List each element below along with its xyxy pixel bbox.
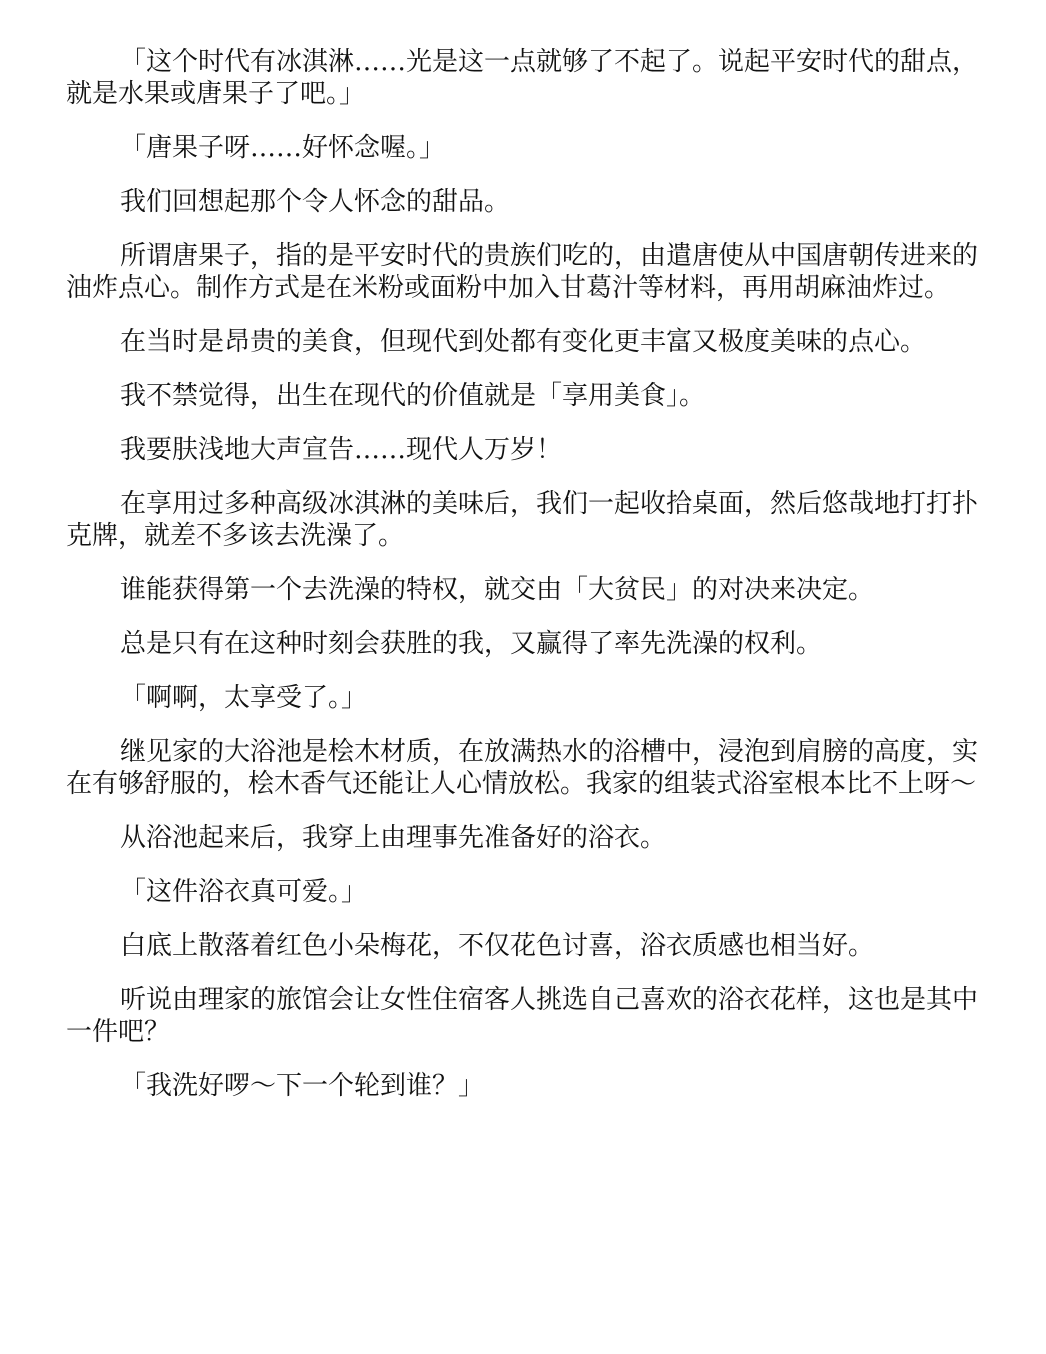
paragraph-17: 「我洗好啰～下一个轮到谁？」 bbox=[120, 1071, 485, 1101]
paragraph-4: 所谓唐果子，指的是平安时代的贵族们吃的，由遣唐使从中国唐朝传进来的油炸点心。制作方式是在米粉或面粉中加入甘葛汁等材料，再用胡麻油炸过。 bbox=[66, 241, 979, 303]
paragraph-5: 在当时是昂贵的美食，但现代到处都有变化更丰富又极度美味的点心。 bbox=[120, 327, 927, 357]
paragraph-6: 我不禁觉得，出生在现代的价值就是「享用美食」。 bbox=[120, 381, 706, 411]
paragraph-14: 「这件浴衣真可爱。」 bbox=[120, 877, 368, 907]
paragraph-3: 我们回想起那个令人怀念的甜品。 bbox=[120, 187, 511, 217]
paragraph-15: 白底上散落着红色小朵梅花，不仅花色讨喜，浴衣质感也相当好。 bbox=[120, 931, 875, 961]
paragraph-16: 听说由理家的旅馆会让女性住宿客人挑选自己喜欢的浴衣花样，这也是其中一件吧？ bbox=[66, 985, 979, 1047]
paragraph-11: 「啊啊，太享受了。」 bbox=[120, 683, 368, 713]
paragraph-1: 「这个时代有冰淇淋……光是这一点就够了不起了。说起平安时代的甜点，就是水果或唐果子了吧。」 bbox=[66, 47, 979, 109]
paragraph-10: 总是只有在这种时刻会获胜的我，又赢得了率先洗澡的权利。 bbox=[120, 629, 823, 659]
paragraph-8: 在享用过多种高级冰淇淋的美味后，我们一起收拾桌面，然后悠哉地打打扑克牌，就差不多该去洗澡了。 bbox=[66, 489, 979, 551]
paragraph-7: 我要肤浅地大声宣告……现代人万岁！ bbox=[120, 435, 563, 465]
paragraph-12: 继见家的大浴池是桧木材质，在放满热水的浴槽中，浸泡到肩膀的高度，实在有够舒服的，桧木香气还能让人心情放松。我家的组装式浴室根本比不上呀～ bbox=[66, 737, 979, 799]
paragraph-2: 「唐果子呀……好怀念喔。」 bbox=[120, 133, 446, 163]
paragraph-13: 从浴池起来后，我穿上由理事先准备好的浴衣。 bbox=[120, 823, 667, 853]
document-body bbox=[66, 46, 978, 1124]
paragraph-9: 谁能获得第一个去洗澡的特权，就交由「大贫民」的对决来决定。 bbox=[120, 575, 875, 605]
